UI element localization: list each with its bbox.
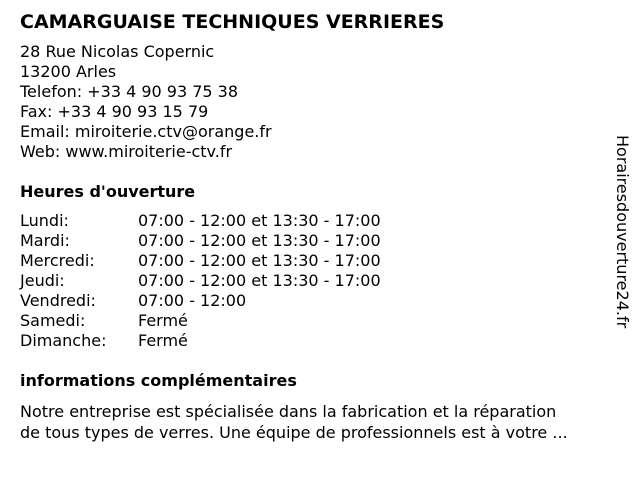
hours-row-sunday	[20, 331, 610, 351]
website-address: Web: www.miroiterie-ctv.fr	[20, 142, 233, 161]
city-postal: 13200 Arles	[20, 62, 117, 81]
hours-day: Mercredi:	[20, 251, 95, 270]
street-address: 28 Rue Nicolas Copernic	[20, 42, 215, 61]
hours-day: Lundi:	[20, 211, 69, 230]
hours-row-wednesday	[20, 251, 610, 271]
hours-day: Dimanche:	[20, 331, 107, 350]
email-address: Email: miroiterie.ctv@orange.fr	[20, 122, 272, 141]
info-text-line: de tous types de verres. Une équipe de professionnels est à votre ...	[20, 423, 568, 442]
hours-day: Jeudi:	[20, 271, 65, 290]
hours-row-monday	[20, 211, 610, 231]
hours-time: 07:00 - 12:00 et 13:30 - 17:00	[138, 271, 381, 290]
opening-hours-heading: Heures d'ouverture	[20, 182, 196, 201]
hours-time: Fermé	[138, 331, 188, 350]
hours-time: 07:00 - 12:00 et 13:30 - 17:00	[138, 251, 381, 270]
info-text-line: Notre entreprise est spécialisée dans la fabrication et la réparation	[20, 402, 557, 421]
opening-hours-table	[20, 211, 610, 351]
additional-info-text	[20, 401, 620, 443]
hours-row-thursday	[20, 271, 610, 291]
hours-day: Samedi:	[20, 311, 86, 330]
hours-row-friday	[20, 291, 610, 311]
phone-number: Telefon: +33 4 90 93 75 38	[20, 82, 239, 101]
hours-time: 07:00 - 12:00	[138, 291, 247, 310]
site-watermark: Horairesdouverture24.fr	[613, 135, 632, 329]
business-card	[20, 10, 610, 443]
hours-day: Mardi:	[20, 231, 70, 250]
company-name: CAMARGUAISE TECHNIQUES VERRIERES	[20, 11, 445, 33]
hours-time: 07:00 - 12:00 et 13:30 - 17:00	[138, 211, 381, 230]
hours-day: Vendredi:	[20, 291, 96, 310]
hours-time: 07:00 - 12:00 et 13:30 - 17:00	[138, 231, 381, 250]
hours-row-tuesday	[20, 231, 610, 251]
address-block	[20, 42, 610, 162]
hours-row-saturday	[20, 311, 610, 331]
hours-time: Fermé	[138, 311, 188, 330]
additional-info-heading: informations complémentaires	[20, 371, 297, 390]
fax-number: Fax: +33 4 90 93 15 79	[20, 102, 209, 121]
